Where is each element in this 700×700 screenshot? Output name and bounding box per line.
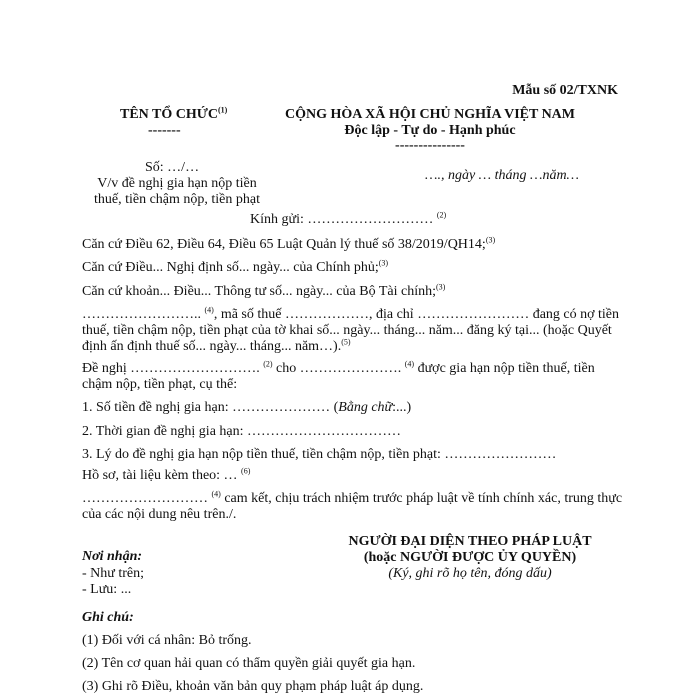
form-code: Mẫu số 02/TXNK	[512, 83, 618, 98]
attachments-line	[82, 468, 250, 485]
item-1	[82, 400, 411, 417]
note-item-1: (1) Đối với cá nhân: Bỏ trống.	[82, 633, 252, 648]
basis-note-1: (3)	[485, 235, 496, 245]
basis-note-3: (3)	[435, 282, 446, 292]
attachments-note: (6)	[241, 466, 251, 476]
receiver-item-2: - Lưu: ...	[82, 582, 132, 597]
signer-instruction: (Ký, ghi rõ họ tên, đóng dấu)	[388, 566, 552, 581]
nation-line1: CỘNG HÒA XÃ HỘI CHỦ NGHĨA VIỆT NAM	[284, 107, 575, 122]
para2-line1	[82, 361, 595, 378]
signer-title: NGƯỜI ĐẠI DIỆN THEO PHÁP LUẬT	[348, 534, 592, 549]
para2-a: Đề nghị ……………………….	[82, 361, 264, 376]
nation-dashes: ---------------	[395, 138, 465, 153]
commit-b: cam kết, chịu trách nhiệm trước pháp luật về tính chính xác, trung thực	[220, 491, 623, 506]
receivers-title: Nơi nhận:	[82, 549, 143, 564]
basis-text-3: Căn cứ khoản... Điều... Thông tư số... ngày... của Bộ Tài chính;	[82, 284, 436, 299]
item1-end: :...)	[392, 400, 412, 415]
org-dashes: -------	[148, 123, 181, 138]
para1-line1	[82, 307, 619, 324]
doc-number: Số: …/…	[145, 160, 200, 175]
subject-line1: V/v đề nghị gia hạn nộp tiền	[97, 176, 257, 191]
para2-a-note: (2)	[263, 359, 273, 369]
para2-c: được gia hạn nộp tiền thuế, tiền	[414, 361, 595, 376]
commit-a-note: (4)	[211, 489, 221, 499]
receiver-item-1: - Như trên;	[82, 566, 145, 581]
nation-line2: Độc lập - Tự do - Hạnh phúc	[344, 123, 516, 138]
subject-line2: thuế, tiền chậm nộp, tiền phạt	[93, 192, 260, 207]
recipient-note: (2)	[436, 210, 447, 220]
recipient-label: Kính gửi: ………………………	[250, 212, 434, 227]
commit-a: ………………………	[82, 491, 212, 506]
para1-a-note: (4)	[204, 305, 214, 315]
para2-b: cho ………………….	[272, 361, 405, 376]
para2-b-note: (4)	[404, 359, 415, 369]
para2-line2: chậm nộp, tiền phạt, cụ thể:	[82, 377, 238, 392]
para1-a: ……………………..	[82, 307, 205, 322]
note-item-2: (2) Tên cơ quan hải quan có thẩm quyền giải quyết gia hạn.	[82, 656, 416, 671]
date-line: …., ngày … tháng …năm…	[425, 168, 580, 183]
commit-line2: của các nội dung nêu trên./.	[82, 507, 237, 522]
org-title-text: TÊN TỔ CHỨC	[120, 107, 219, 122]
para1-line2: thuế, tiền chậm nộp, tiền phạt của tờ khai số... ngày... tháng... năm... đăng ký tại... (hoặc Quyết	[82, 323, 612, 338]
org-title-note: (1)	[218, 105, 228, 115]
basis-text-1: Căn cứ Điều 62, Điều 64, Điều 65 Luật Quản lý thuế số 38/2019/QH14;	[82, 237, 486, 252]
item1-text: 1. Số tiền đề nghị gia hạn: ………………… (	[82, 400, 339, 415]
item-3: 3. Lý do đề nghị gia hạn nộp tiền thuế, tiền chậm nộp, tiền phạt: ……………………	[82, 447, 557, 462]
basis-line-1	[82, 237, 495, 254]
note-item-3: (3) Ghi rõ Điều, khoản văn bản quy phạm pháp luật áp dụng.	[82, 679, 424, 694]
basis-text-2: Căn cứ Điều... Nghị định số... ngày... của Chính phủ;	[82, 260, 379, 275]
para1-b: , mã số thuế ………………, địa chỉ …………………… đang có nợ tiền	[213, 307, 620, 322]
org-title	[120, 107, 227, 124]
basis-line-2	[82, 260, 388, 277]
para1-line3-text: định ấn định thuế số... ngày... tháng... năm…).	[82, 339, 342, 354]
commit-line1	[82, 491, 622, 508]
attachments-text: Hồ sơ, tài liệu kèm theo: …	[82, 468, 242, 483]
item-2: 2. Thời gian đề nghị gia hạn: ……………………………	[82, 424, 402, 439]
recipient-line	[250, 212, 446, 229]
basis-line-3	[82, 284, 445, 301]
para1-line3	[82, 339, 351, 356]
signer-subtitle: (hoặc NGƯỜI ĐƯỢC ỦY QUYỀN)	[363, 550, 577, 565]
item1-word: Bằng chữ	[338, 400, 393, 415]
basis-note-2: (3)	[378, 258, 389, 268]
notes-title: Ghi chú:	[82, 610, 134, 625]
para1-line3-note: (5)	[341, 337, 351, 347]
